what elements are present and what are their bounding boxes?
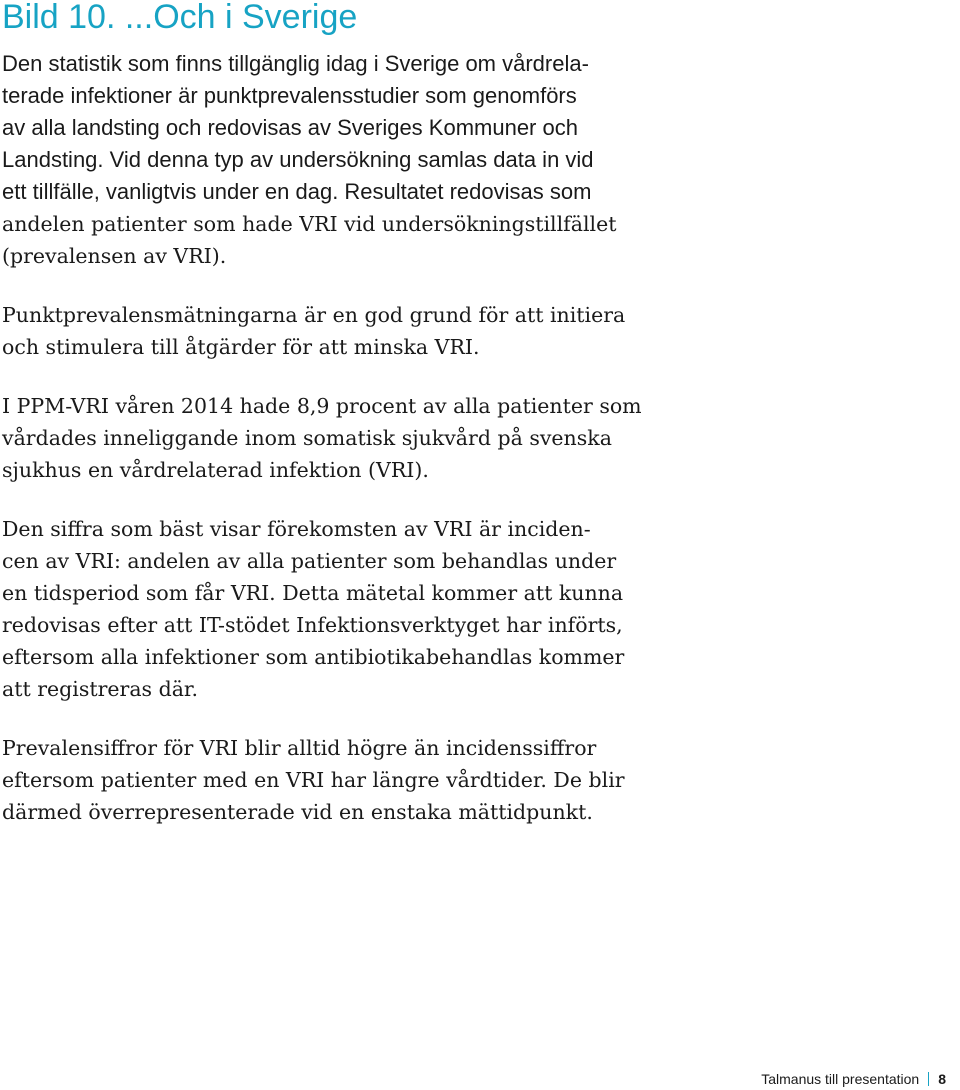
text-line: Den statistik som finns tillgänglig idag i Sverige om vårdrela- xyxy=(2,51,589,76)
text-line: Punktprevalensmätningarna är en god grund för att initiera xyxy=(2,303,626,327)
footer-label: Talmanus till presentation xyxy=(761,1071,920,1087)
paragraph-ppm-2014 xyxy=(2,390,722,486)
text-line: och stimulera till åtgärder för att minska VRI. xyxy=(2,335,480,359)
text-line: eftersom alla infektioner som antibiotikabehandlas kommer xyxy=(2,645,625,669)
text-line: av alla landsting och redovisas av Sveriges Kommuner och xyxy=(2,115,578,140)
page-number: 8 xyxy=(938,1071,946,1087)
text-line: terade infektioner är punktprevalensstudier som genomförs xyxy=(2,83,577,108)
text-line: I PPM-VRI våren 2014 hade 8,9 procent av alla patienter som xyxy=(2,394,642,418)
text-line: Den siffra som bäst visar förekomsten av VRI är inciden- xyxy=(2,517,591,541)
text-line: redovisas efter att IT-stödet Infektionsverktyget har införts, xyxy=(2,613,623,637)
footer-divider xyxy=(928,1072,929,1086)
page-title: Bild 10. ...Och i Sverige xyxy=(2,0,358,36)
text-line: Landsting. Vid denna typ av undersökning samlas data in vid xyxy=(2,147,594,172)
text-line: andelen patienter som hade VRI vid undersökningstillfället xyxy=(2,212,617,236)
text-line: eftersom patienter med en VRI har längre vårdtider. De blir xyxy=(2,768,625,792)
text-line: att registreras där. xyxy=(2,677,198,701)
page-footer xyxy=(761,1070,946,1088)
text-line: (prevalensen av VRI). xyxy=(2,244,227,268)
paragraph-prevalence xyxy=(2,732,722,828)
paragraph-measurements xyxy=(2,299,722,363)
document-body xyxy=(2,48,722,855)
paragraph-intro xyxy=(2,48,722,272)
text-line: vårdades inneliggande inom somatisk sjukvård på svenska xyxy=(2,426,612,450)
text-line: ett tillfälle, vanligtvis under en dag. Resultatet redovisas som xyxy=(2,179,592,204)
text-line: därmed överrepresenterade vid en enstaka mättidpunkt. xyxy=(2,800,593,824)
text-line: en tidsperiod som får VRI. Detta mätetal kommer att kunna xyxy=(2,581,624,605)
paragraph-incidence xyxy=(2,513,722,705)
text-line: cen av VRI: andelen av alla patienter som behandlas under xyxy=(2,549,617,573)
text-line: sjukhus en vårdrelaterad infektion (VRI). xyxy=(2,458,429,482)
text-line: Prevalensiffror för VRI blir alltid högre än incidenssiffror xyxy=(2,736,597,760)
